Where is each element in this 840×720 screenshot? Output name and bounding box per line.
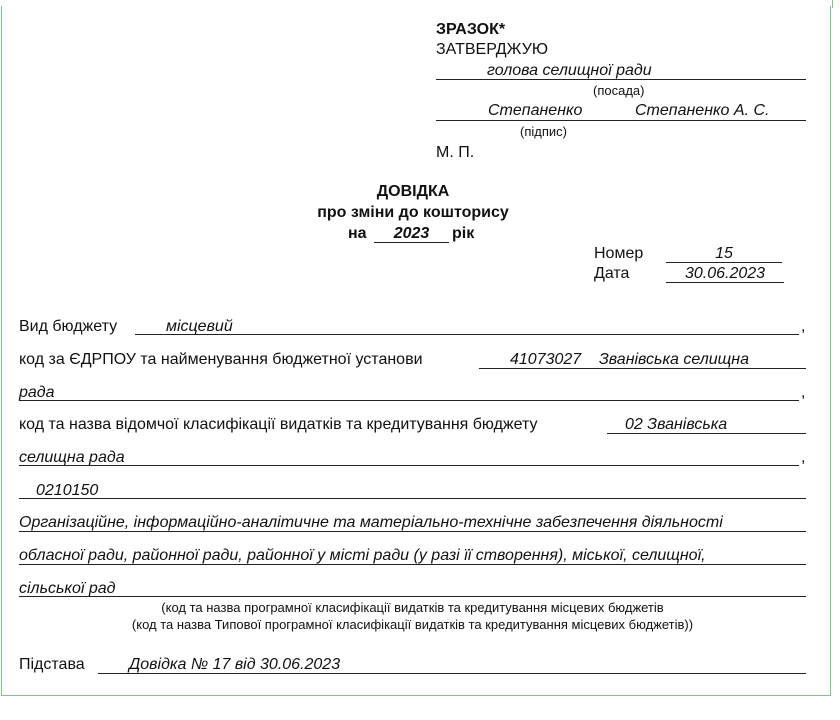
signature-caption: (підпис) [520, 124, 567, 139]
year-line [374, 242, 449, 243]
year-suffix: рік [452, 225, 475, 242]
edrpou-value-cont: рада [19, 384, 55, 401]
edrpou-label: код за ЄДРПОУ та найменування бюджетної установи [19, 351, 423, 368]
program-code: 0210150 [36, 482, 99, 499]
number-value: 15 [715, 245, 733, 262]
program-caption-1: (код та назва програмної класифікації видатків та кредитування місцевих бюджетів [161, 600, 664, 615]
edrpou-value: 41073027 Званівська селищна [510, 351, 749, 368]
document-subtitle: про зміни до кошторису [317, 204, 509, 221]
year-prefix: на [348, 225, 367, 242]
position-caption: (посада) [593, 83, 645, 98]
position-value: голова селищної ради [487, 62, 652, 79]
stamp-label: М. П. [436, 144, 475, 161]
program-underline-2 [19, 564, 806, 565]
budget-comma: , [801, 318, 806, 335]
department-comma: , [801, 449, 806, 466]
program-underline-3 [19, 596, 806, 597]
signature-value: Степаненко [488, 102, 583, 119]
program-caption-2: (код та назва Типової програмної класифікації видатків та кредитування місцевих бюджетів)) [131, 617, 694, 632]
frame-edge [832, 0, 834, 8]
date-label: Дата [594, 265, 630, 282]
department-line [607, 433, 806, 434]
edrpou-line [479, 368, 806, 369]
date-line [666, 282, 784, 283]
program-line-3: сільської рад [19, 580, 116, 597]
approve-label: ЗАТВЕРДЖУЮ [436, 41, 549, 58]
edrpou-comma: , [801, 384, 806, 401]
date-value: 30.06.2023 [684, 265, 766, 282]
basis-value: Довідка № 17 від 30.06.2023 [129, 656, 341, 673]
year-value: 2023 [393, 225, 430, 242]
department-label: код та назва відомчої класифікації видатків та кредитування бюджету [19, 416, 538, 433]
signature-line [436, 120, 806, 121]
budget-value: місцевий [166, 318, 233, 335]
basis-line [98, 673, 806, 674]
position-line [436, 79, 806, 80]
department-line-cont [19, 465, 799, 466]
program-line-1: Організаційне, інформаційно-аналітичне та матеріально-технічне забезпечення діяльності [19, 514, 723, 531]
basis-label: Підстава [19, 656, 85, 673]
name-value: Степаненко А. С. [635, 102, 770, 119]
department-value: 02 Званівська [625, 416, 728, 433]
number-line [666, 262, 782, 263]
budget-line [135, 334, 799, 335]
document-title: ДОВІДКА [376, 183, 450, 200]
department-value-cont: селищна рада [19, 449, 125, 466]
budget-label: Вид бюджету [19, 318, 118, 335]
program-line-2: обласної ради, районної ради, районної у місті ради (у разі її створення), міської, селищної, [19, 547, 706, 564]
sample-label: ЗРАЗОК* [436, 21, 506, 38]
edrpou-line-cont [19, 400, 799, 401]
program-code-line [19, 498, 806, 499]
program-underline-1 [19, 531, 806, 532]
number-label: Номер [594, 245, 644, 262]
